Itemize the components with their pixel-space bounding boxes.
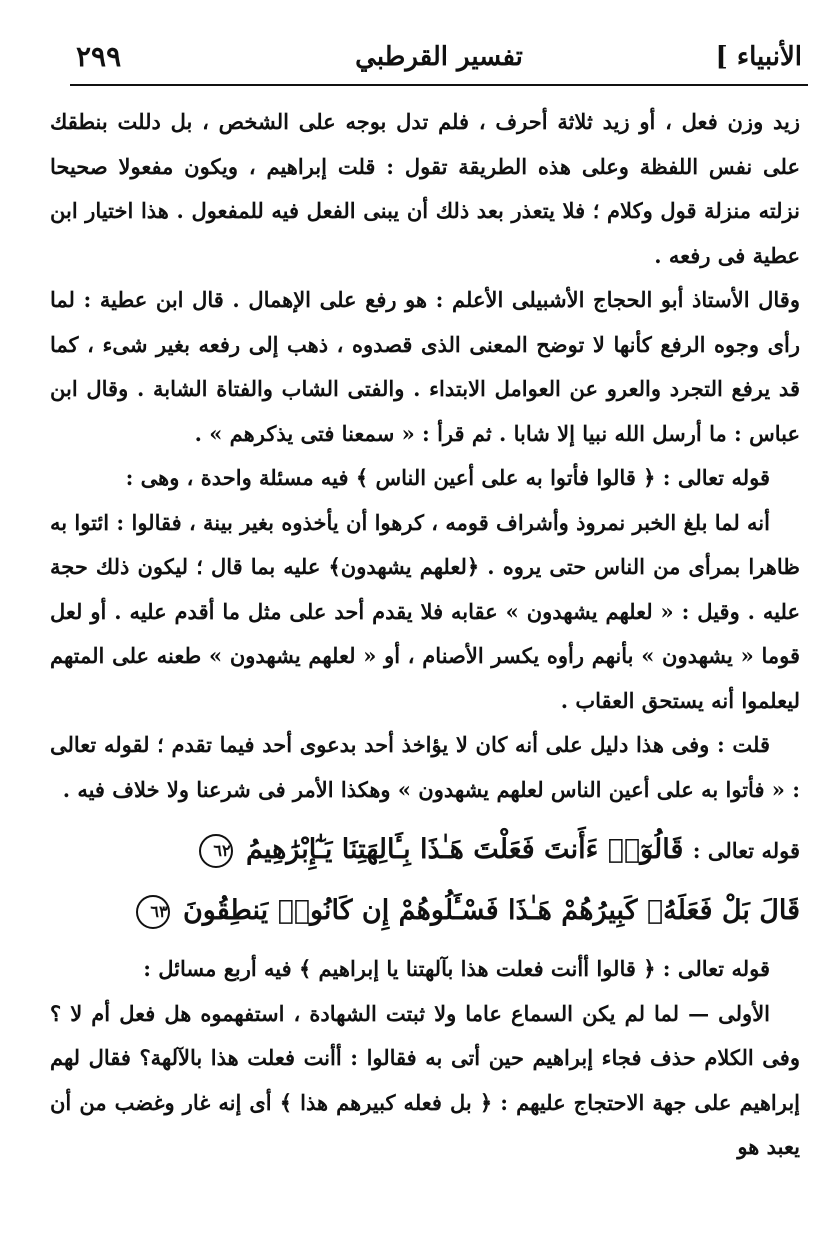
paragraph: أنه لما بلغ الخبر نمروذ وأشراف قومه ، كرهوا أن يأخذوه بغير بينة ، فقالوا : ائتوا به ظاهرا بمرأى من الناس حتى يروه . ﴿لعلهم يشهدون﴾ عليه بما قال ؛ ليكون ذلك حجة عليه . وقيل : « لعلهم يشهدون » عقابه فلا يقدم أحد على مثل ما أقدم عليه . أو لعل قوما « يشهدون » بأنهم رأوه يكسر الأصنام ، أو « لعلهم يشهدون » طعنه على المتهم ليعلموا أنه يستحق العقاب . [50,509,800,713]
paragraph: قوله تعالى : ﴿ قالوا فأتوا به على أعين الناس ﴾ فيه مسئلة واحدة ، وهى : [125,465,770,490]
verse-line-1 [50,820,800,881]
page-header [70,36,808,80]
surah-name: الأنبياء ] [715,42,802,72]
ayah-number-mark: ٦٢ [199,834,233,868]
book-title: تفسير القرطبي [355,42,523,72]
paragraph: قلت : وفى هذا دليل على أنه كان لا يؤاخذ أحد بدعوى أحد فيما تقدم ؛ لقوله تعالى : « فأتوا به على أعين الناس لعلهم يشهدون » وهكذا الأمر فى شرعنا ولا خلاف فيه . [50,732,800,802]
paragraph: وقال الأستاذ أبو الحجاج الأشبيلى الأعلم : هو رفع على الإهمال . قال ابن عطية : لما رأى وجوه الرفع كأنها لا توضح المعنى الذى قصدوه ، ذهب إلى رفعه بغير شىء ، كما قد يرفع التجرد والعرو عن العوامل الابتداء . والفتى الشاب والفتاة الشابة . وقال ابن عباس : ما أرسل الله نبيا إلا شابا . ثم قرأ : « سمعنا فتى يذكرهم » . [50,287,800,446]
commentary-body [50,100,800,1170]
ayah-number-mark: ٦٣ [136,895,170,929]
header-divider [70,84,808,86]
paragraph: الأولى — لما لم يكن السماع عاما ولا ثبتت الشهادة ، استفهموه هل فعل أم لا ؟ وفى الكلام حذف فجاء إبراهيم حين أتى به فقالوا : أأنت فعلت هذا بالآلهة؟ فقال لهم إبراهيم على جهة الاحتجاج عليهم : ﴿ بل فعله كبيرهم هذا ﴾ أى إنه غار وغضب من أن يعبد هو [50,1000,800,1159]
verse-text: قَالَ بَلْ فَعَلَهُۥ كَبِيرُهُمْ هَـٰذَا فَسْـَٔلُوهُمْ إِن كَانُوا۟ يَنطِقُونَ [182,895,800,926]
paragraph: زيد وزن فعل ، أو زيد ثلاثة أحرف ، فلم تدل بوجه على الشخص ، بل دللت بنطقك على نفس اللفظة وعلى هذه الطريقة تقول : قلت إبراهيم ، ويكون مفعولا صحيحا نزلته منزلة قول وكلام ؛ فلا يتعذر بعد ذلك أن يبنى الفعل فيه للمفعول . هذا اختيار ابن عطية فى رفعه . [50,109,800,268]
verse-line-2 [50,881,800,941]
verse-intro: قوله تعالى : [692,838,800,863]
page-number: ٢٩٩ [76,40,122,73]
paragraph: قوله تعالى : ﴿ قالوا أأنت فعلت هذا بآلهتنا يا إبراهيم ﴾ فيه أربع مسائل : [143,956,770,981]
quran-verse [50,820,800,941]
verse-text: قَالُوٓا۟ ءَأَنتَ فَعَلْتَ هَـٰذَا بِـَٔالِهَتِنَا يَـٰٓإِبْرَٰهِيمُ [245,834,684,865]
